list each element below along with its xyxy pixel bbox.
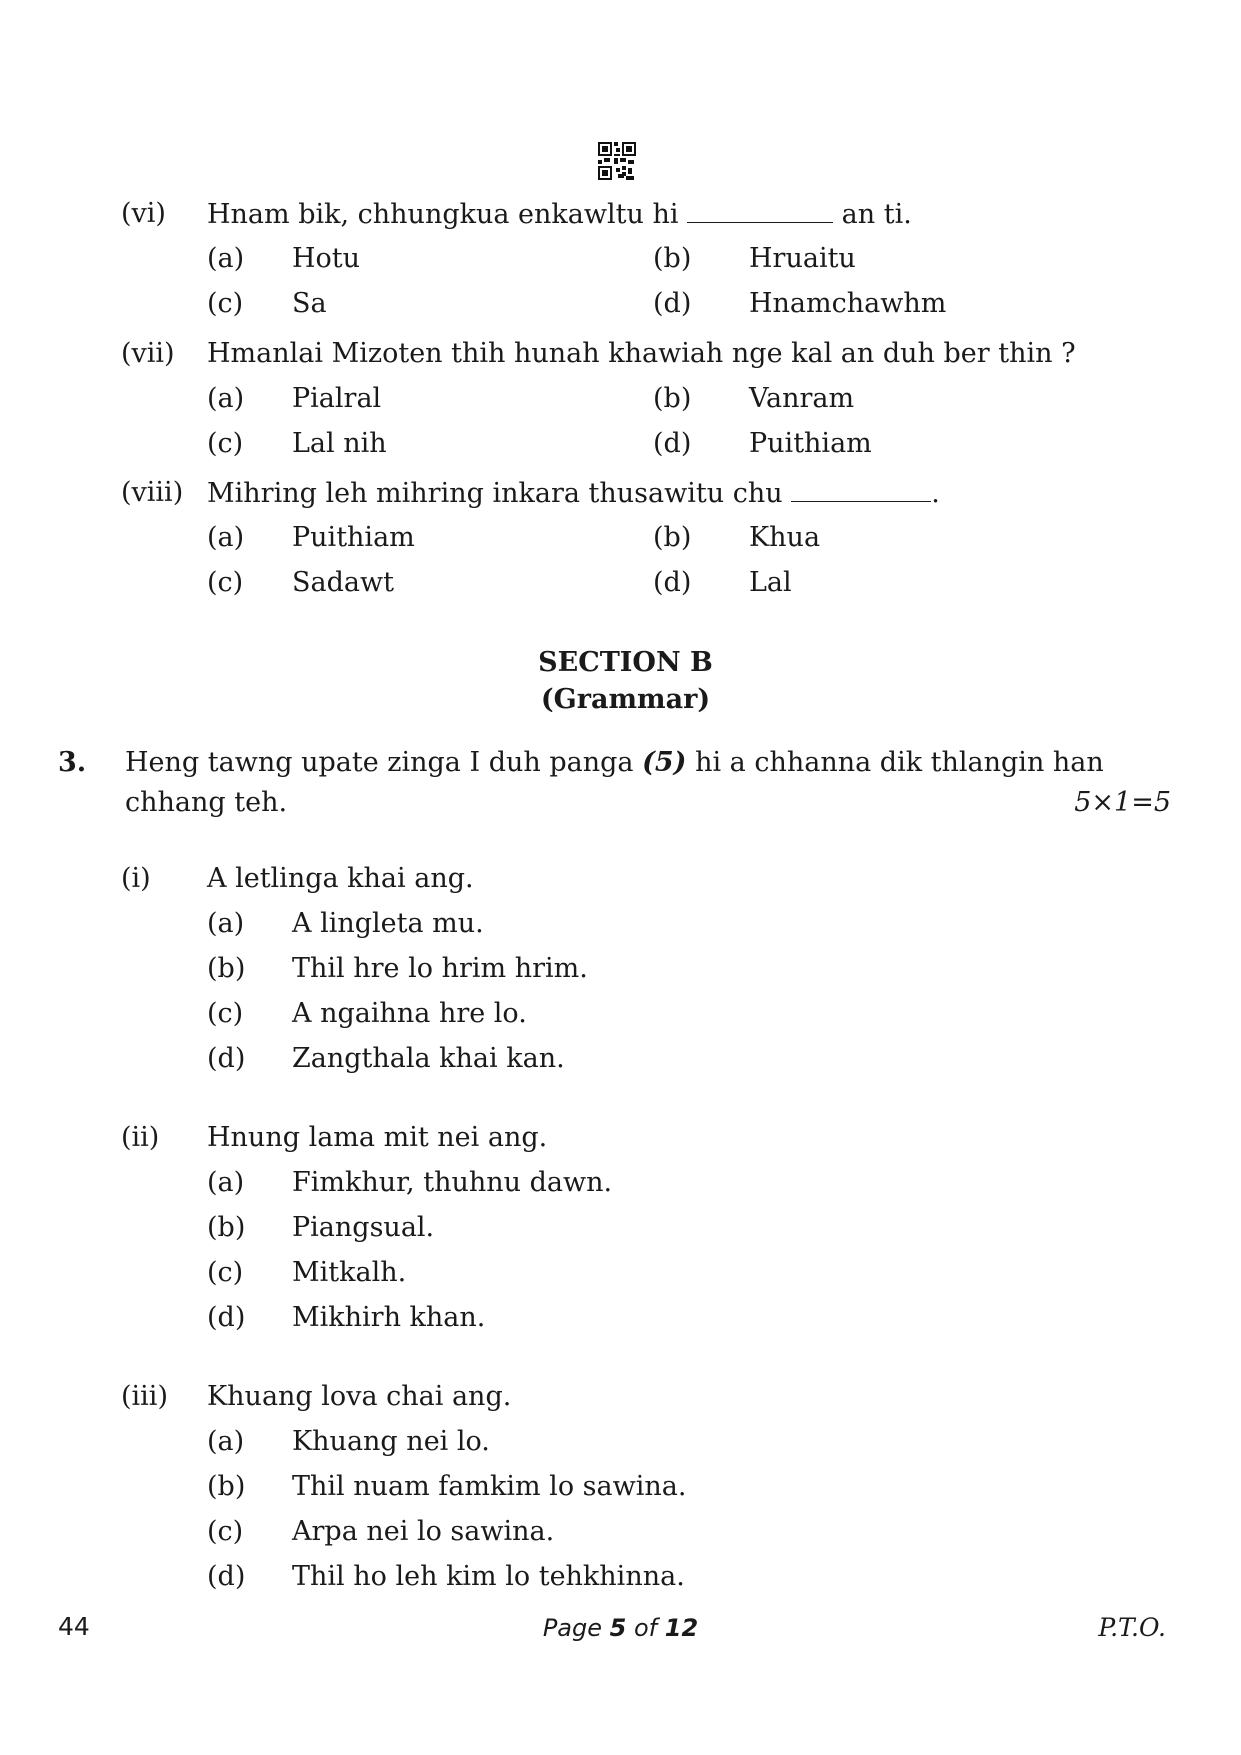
option-text: Mikhirh khan. — [292, 1302, 486, 1333]
question-stem: Khuang lova chai ang. — [207, 1381, 512, 1412]
question-number: (iii) — [121, 1381, 168, 1412]
stem-text: an ti. — [841, 199, 912, 230]
stem-text: hi a chhanna dik thlangin han — [695, 747, 1104, 778]
option-label: (c) — [207, 288, 244, 319]
option-label: (d) — [653, 567, 692, 598]
question-stem — [125, 747, 1104, 779]
question-number: (ii) — [121, 1122, 160, 1153]
option-label: (b) — [653, 383, 692, 414]
option-text: Hruaitu — [749, 243, 856, 274]
page-current: 5 — [609, 1614, 627, 1642]
fill-blank — [791, 477, 931, 502]
option-text: A ngaihna hre lo. — [292, 998, 527, 1029]
option-label: (d) — [207, 1302, 246, 1333]
option-text: Hotu — [292, 243, 361, 274]
option-label: (c) — [207, 1516, 244, 1547]
option-label: (c) — [207, 428, 244, 459]
qr-code-icon — [598, 142, 636, 180]
section-subtitle-text: (Grammar) — [540, 684, 711, 715]
option-label: (a) — [207, 243, 245, 274]
question-stem-line2: chhang teh. — [125, 787, 288, 818]
option-text: A lingleta mu. — [292, 908, 484, 939]
option-text: Thil hre lo hrim hrim. — [292, 953, 588, 984]
question-number: (vii) — [121, 338, 175, 369]
option-text: Puithiam — [292, 522, 415, 553]
page-prefix: Page — [542, 1614, 602, 1642]
option-text: Vanram — [749, 383, 855, 414]
question-number: 3. — [58, 747, 87, 778]
paper-code: 44 — [58, 1612, 90, 1641]
option-label: (a) — [207, 1426, 245, 1457]
option-label: (d) — [653, 428, 692, 459]
section-title — [0, 647, 1241, 679]
option-text: Thil ho leh kim lo tehkhinna. — [292, 1561, 685, 1592]
question-stem — [207, 198, 912, 231]
option-label: (d) — [207, 1043, 246, 1074]
option-label: (c) — [207, 998, 244, 1029]
pto: P.T.O. — [1098, 1613, 1166, 1642]
option-label: (c) — [207, 1257, 244, 1288]
option-text: Mitkalh. — [292, 1257, 407, 1288]
option-label: (b) — [653, 522, 692, 553]
option-label: (b) — [653, 243, 692, 274]
stem-emphasis: (5) — [642, 747, 687, 778]
option-label: (b) — [207, 1212, 246, 1243]
fill-blank — [687, 198, 833, 223]
option-text: Lal nih — [292, 428, 387, 459]
option-text: Sa — [292, 288, 327, 319]
question-stem — [207, 477, 940, 510]
option-text: Puithiam — [749, 428, 872, 459]
option-text: Sadawt — [292, 567, 394, 598]
question-stem: A letlinga khai ang. — [207, 863, 474, 894]
question-stem: Hmanlai Mizoten thih hunah khawiah nge kal an duh ber thin ? — [207, 338, 1076, 369]
page-of: of — [633, 1614, 658, 1642]
option-text: Khua — [749, 522, 821, 553]
option-text: Thil nuam famkim lo sawina. — [292, 1471, 687, 1502]
stem-text: Mihring leh mihring inkara thusawitu chu — [207, 478, 783, 509]
option-label: (d) — [207, 1561, 246, 1592]
marks: 5×1=5 — [1074, 787, 1171, 818]
option-text: Arpa nei lo sawina. — [292, 1516, 555, 1547]
section-title-text: SECTION B — [538, 647, 713, 678]
question-number: (viii) — [121, 477, 184, 508]
question-stem: Hnung lama mit nei ang. — [207, 1122, 548, 1153]
option-text: Pialral — [292, 383, 382, 414]
option-label: (b) — [207, 1471, 246, 1502]
question-number: (vi) — [121, 198, 166, 229]
stem-text: . — [931, 478, 940, 509]
page-number — [0, 1613, 1241, 1643]
question-number: (i) — [121, 863, 151, 894]
stem-text: Heng tawng upate zinga I duh panga — [125, 747, 634, 778]
page-total: 12 — [664, 1614, 699, 1642]
option-text: Zangthala khai kan. — [292, 1043, 565, 1074]
option-text: Khuang nei lo. — [292, 1426, 490, 1457]
option-label: (a) — [207, 1167, 245, 1198]
option-label: (a) — [207, 383, 245, 414]
option-label: (c) — [207, 567, 244, 598]
option-label: (a) — [207, 908, 245, 939]
option-text: Lal — [749, 567, 792, 598]
section-subtitle — [0, 684, 1241, 716]
option-text: Hnamchawhm — [749, 288, 947, 319]
stem-text: Hnam bik, chhungkua enkawltu hi — [207, 199, 679, 230]
option-label: (d) — [653, 288, 692, 319]
option-text: Fimkhur, thuhnu dawn. — [292, 1167, 613, 1198]
option-label: (b) — [207, 953, 246, 984]
option-text: Piangsual. — [292, 1212, 435, 1243]
option-label: (a) — [207, 522, 245, 553]
